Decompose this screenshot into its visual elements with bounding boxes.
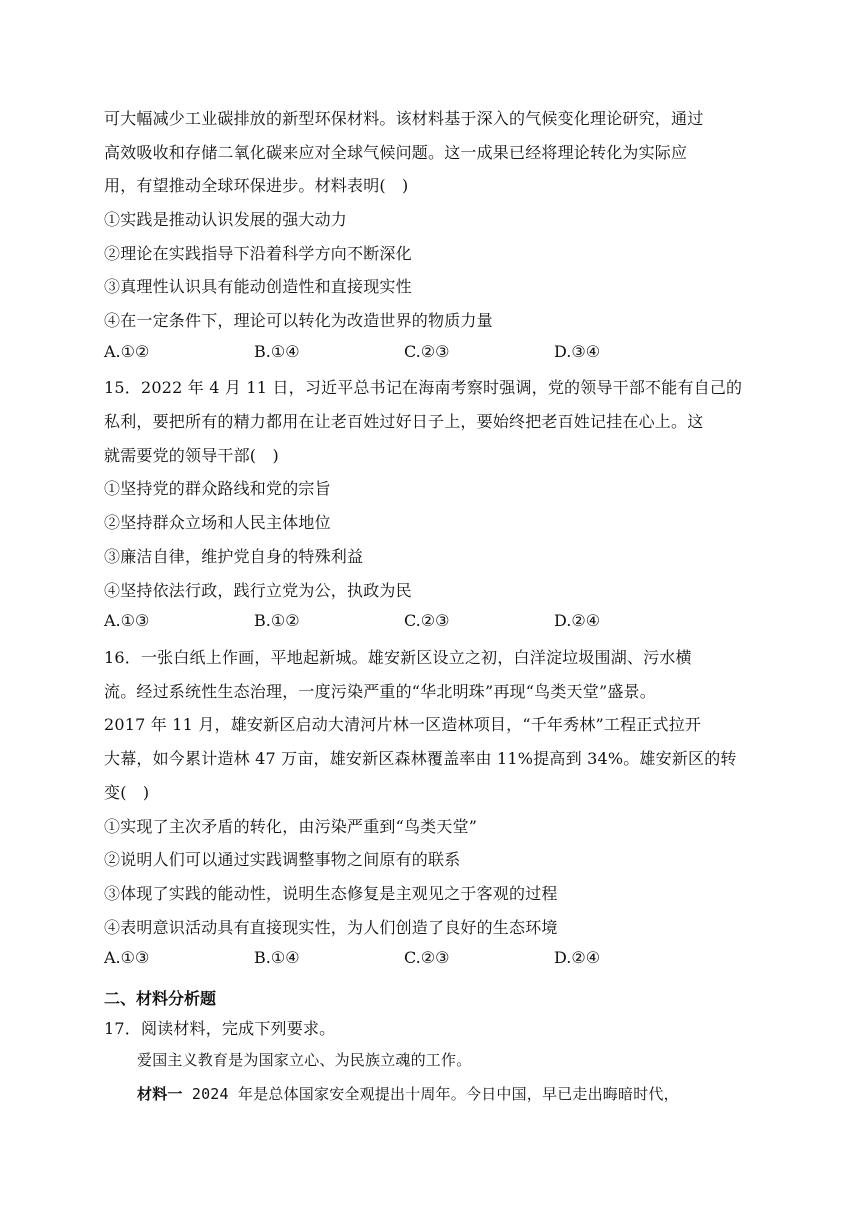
section-heading: 二、材料分析题 [104, 989, 217, 1008]
q16-line-2: 流。经过系统性生态治理，一度污染严重的“华北明珠”再现“鸟类天堂”盛景。 [104, 682, 656, 701]
q14-item-4: ④在一定条件下，理论可以转化为改造世界的物质力量 [104, 311, 493, 330]
q15-option-c: C.②③ [404, 611, 450, 630]
q14-option-d: D.③④ [554, 342, 601, 361]
q16-line-5: 变( ) [104, 783, 150, 802]
q15-option-d: D.②④ [554, 611, 601, 630]
q16-option-d: D.②④ [554, 948, 601, 967]
q16-item-3: ③体现了实践的能动性，说明生态修复是主观见之于客观的过程 [104, 884, 558, 903]
q14-options [104, 342, 744, 364]
q15-item-2: ②坚持群众立场和人民主体地位 [104, 513, 331, 532]
q14-line-2: 高效吸收和存储二氧化碳来应对全球气候问题。这一成果已经将理论转化为实际应 [104, 143, 688, 162]
q16-option-a: A.①③ [104, 948, 150, 967]
q14-line-1: 可大幅减少工业碳排放的新型环保材料。该材料基于深入的气候变化理论研究，通过 [104, 109, 704, 128]
material-intro: 爱国主义教育是为国家立心、为民族立魂的工作。 [137, 1051, 472, 1069]
q17-line: 17．阅读材料，完成下列要求。 [104, 1019, 336, 1038]
q16-option-c: C.②③ [404, 948, 450, 967]
q14-item-2: ②理论在实践指导下沿着科学方向不断深化 [104, 244, 412, 263]
material-1-label: 材料一 [137, 1085, 183, 1103]
q16-line-4: 大幕，如今累计造林 47 万亩，雄安新区森林覆盖率由 11%提高到 34%。雄安新区的转 [104, 749, 737, 768]
q14-option-b: B.①④ [254, 342, 300, 361]
q15-item-3: ③廉洁自律，维护党自身的特殊利益 [104, 547, 364, 566]
q14-item-3: ③真理性认识具有能动创造性和直接现实性 [104, 277, 412, 296]
q16-options [104, 948, 744, 970]
q14-option-c: C.②③ [404, 342, 450, 361]
q14-line-3: 用，有望推动全球环保进步。材料表明( ) [104, 176, 409, 195]
q15-option-a: A.①③ [104, 611, 150, 630]
q16-option-b: B.①④ [254, 948, 300, 967]
q15-line-2: 私利，要把所有的精力都用在让老百姓过好日子上，要始终把老百姓记挂在心上。这 [104, 412, 704, 431]
q16-line-3: 2017 年 11 月，雄安新区启动大清河片林一区造林项目，“千年秀林”工程正式拉开 [104, 715, 702, 734]
q15-item-4: ④坚持依法行政，践行立党为公，执政为民 [104, 581, 412, 600]
q14-item-1: ①实践是推动认识发展的强大动力 [104, 210, 348, 229]
q15-line-1: 15．2022 年 4 月 11 日，习近平总书记在海南考察时强调，党的领导干部不能有自己的 [104, 378, 743, 397]
q14-option-a: A.①② [104, 342, 150, 361]
q15-option-b: B.①② [254, 611, 300, 630]
q16-item-4: ④表明意识活动具有直接现实性，为人们创造了良好的生态环境 [104, 918, 558, 937]
q15-line-3: 就需要党的领导干部( ) [104, 446, 279, 465]
q15-options [104, 611, 744, 633]
q16-item-1: ①实现了主次矛盾的转化，由污染严重到“鸟类天堂” [104, 817, 478, 836]
material-1-line [137, 1083, 679, 1104]
q16-line-1: 16．一张白纸上作画，平地起新城。雄安新区设立之初，白洋淀垃圾围湖、污水横 [104, 648, 692, 667]
q15-item-1: ①坚持党的群众路线和党的宗旨 [104, 479, 331, 498]
material-1-text: 2024 年是总体国家安全观提出十周年。今日中国，早已走出晦暗时代， [182, 1085, 679, 1103]
q16-item-2: ②说明人们可以通过实践调整事物之间原有的联系 [104, 850, 461, 869]
